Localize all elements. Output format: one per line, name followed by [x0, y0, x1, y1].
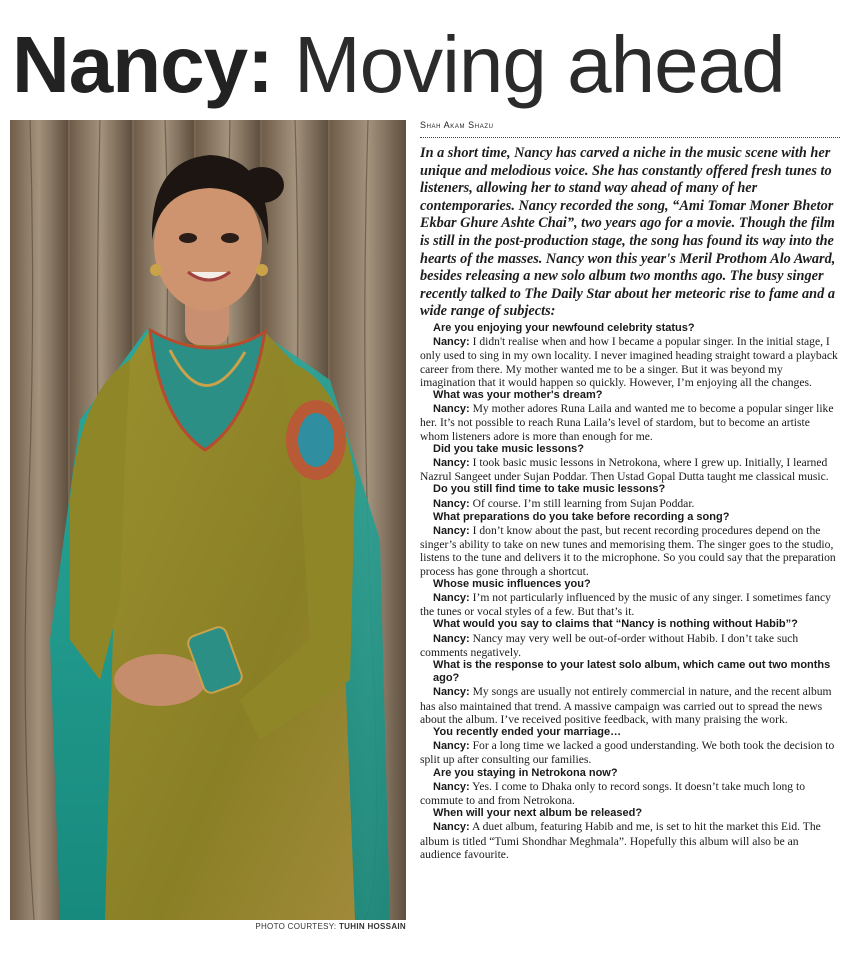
answer-text: My mother adores Runa Laila and wanted me to become a popular singer like her. It’s not possible to reach Runa Laila’s level of stardom, but to become an artiste whom listeners adore is more than enough for me. — [420, 402, 834, 443]
headline-tagline: Moving ahead — [294, 20, 785, 109]
headline — [12, 22, 785, 108]
question: Are you enjoying your newfound celebrity status? — [433, 321, 695, 334]
answer — [420, 739, 840, 766]
speaker-label: Nancy: — [433, 686, 470, 699]
answer-text: Nancy may very well be out-of-order without Habib. I don’t take such comments negatively. — [420, 631, 799, 659]
answer — [420, 820, 840, 861]
answer-text: I don’t know about the past, but recent recording procedures depend on the singer’s ability to take on new tunes and memorising them. The singer goes to the studio, listens to the tune and delivers it to the microphone. So you could say that the preparation process has gone through a shortcut. — [420, 523, 836, 578]
speaker-label: Nancy: — [433, 336, 470, 349]
speaker-label: Nancy: — [433, 632, 470, 645]
answer — [420, 456, 840, 483]
question: What preparations do you take before recording a song? — [433, 510, 730, 523]
question: What is the response to your latest solo album, which came out two months ago? — [433, 659, 831, 685]
speaker-label: Nancy: — [433, 821, 470, 834]
question: Do you still find time to take music lessons? — [433, 483, 666, 496]
speaker-label: Nancy: — [433, 524, 470, 537]
interview — [420, 322, 840, 861]
question: Whose music influences you? — [433, 577, 591, 590]
speaker-label: Nancy: — [433, 592, 470, 604]
photo-credit-name: TUHIN HOSSAIN — [338, 922, 406, 931]
answer-text: Yes. I come to Dhaka only to record songs. It doesn’t take much long to commute to and from Netrokona. — [420, 779, 805, 808]
question: You recently ended your marriage… — [433, 726, 622, 739]
answer — [420, 632, 840, 659]
question: What would you say to claims that “Nancy is nothing without Habib”? — [433, 618, 798, 631]
portrait-illustration — [10, 120, 406, 920]
intro-paragraph: In a short time, Nancy has carved a niche in the music scene with her unique and melodious voice. She has constantly offered fresh tunes to listeners, allowing her to stand way ahead of many of her contemporaries. Nancy recorded the song, “Ami Tomar Moner Bhetor Ekbar Ghure Ashte Chai”, two years ago for a movie. Though the film is still in the post-production stage, the song has found its way into the hearts of the masses. Nancy won this year's Meril Prothom Alo Award, besides releasing a new solo album two months ago. The busy singer recently talked to The Daily Star about her meteoric rise to fame and a wide range of subjects: — [420, 145, 836, 320]
answer — [420, 497, 840, 511]
question: Did you take music lessons? — [433, 442, 584, 455]
answer — [420, 780, 840, 807]
question: Are you staying in Netrokona now? — [433, 766, 618, 779]
answer-text: I didn't realise when and how I became a popular singer. In the initial stage, I only used to sing in my own locality. I never imagined heading straight toward a playback career from there. My mother wanted me to be a singer. But it was beyond my imagination that it would happen so quickly. However, I’m enjoying all the changes. — [420, 335, 838, 389]
answer-text: My songs are usually not entirely commercial in nature, and the recent album has also maintained that trend. A massive campaign was carried out to spread the news about the album. I’ve received positive feedback, with many praising the work. — [420, 685, 832, 726]
portrait-photo — [10, 120, 406, 920]
answer-text: I’m not particularly influenced by the music of any singer. I sometimes fancy the tunes or vocal styles of a few. But that’s it. — [420, 591, 831, 619]
answer — [420, 402, 840, 443]
answer — [420, 335, 840, 389]
photo-credit-label: PHOTO COURTESY: — [255, 922, 337, 931]
answer-text: For a long time we lacked a good understanding. We both took the decision to split up after consulting our families. — [420, 739, 835, 767]
answer-text: Of course. I’m still learning from Sujan Poddar. — [472, 496, 695, 510]
answer-text: A duet album, featuring Habib and me, is set to hit the market this Eid. The album is titled “Tumi Shondhar Meghmala”. Hopefully this album will also be an audience favourite. — [420, 820, 821, 861]
answer — [420, 685, 840, 726]
answer-text: I took basic music lessons in Netrokona, where I grew up. Initially, I learned Nazrul Sangeet under Sujan Poddar. Then Ustad Gopal Dutta taught me classical music. — [420, 455, 829, 484]
question: What was your mother's dream? — [433, 388, 603, 401]
article-column — [420, 120, 840, 861]
speaker-label: Nancy: — [433, 456, 470, 469]
speaker-label: Nancy: — [433, 740, 470, 753]
question: When will your next album be released? — [433, 807, 643, 820]
speaker-label: Nancy: — [433, 403, 470, 416]
speaker-label: Nancy: — [433, 780, 470, 793]
speaker-label: Nancy: — [433, 497, 470, 510]
headline-name: Nancy: — [12, 20, 273, 109]
byline: Shah Akam Shazu — [420, 120, 840, 138]
answer — [420, 524, 840, 578]
answer — [420, 591, 840, 618]
photo-credit — [255, 922, 406, 931]
